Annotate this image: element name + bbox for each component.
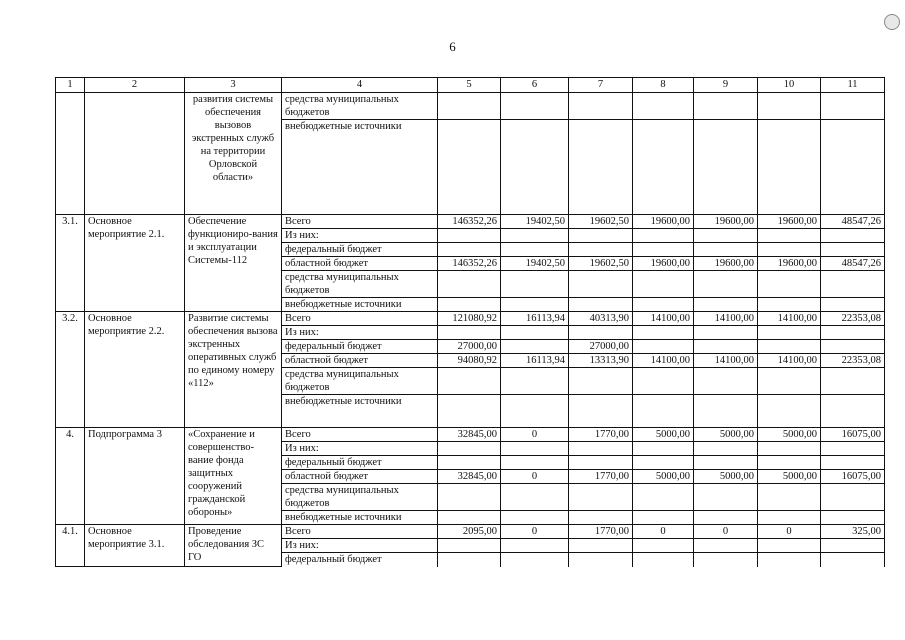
amount-y2021 (633, 271, 694, 298)
col-header-4: 4 (282, 78, 438, 93)
amount-total: 2095,00 (438, 525, 501, 539)
item-type: Основное мероприятие 2.2. (85, 312, 185, 428)
amount-y2024 (821, 229, 885, 243)
amount-y2019: 16113,94 (501, 312, 569, 326)
amount-y2022 (694, 271, 758, 298)
amount-y2023 (758, 229, 821, 243)
item-number: 4. (56, 428, 85, 525)
funding-source: внебюджетные источники (282, 395, 438, 428)
funding-source: средства муниципальных бюджетов (282, 93, 438, 120)
amount-y2019 (501, 553, 569, 567)
amount-total: 146352,26 (438, 257, 501, 271)
amount-total (438, 243, 501, 257)
amount-y2024: 48547,26 (821, 257, 885, 271)
item-number: 4.1. (56, 525, 85, 567)
amount-y2021: 19600,00 (633, 257, 694, 271)
amount-y2022: 5000,00 (694, 428, 758, 442)
col-header-1: 1 (56, 78, 85, 93)
amount-total (438, 298, 501, 312)
amount-y2020: 1770,00 (569, 428, 633, 442)
amount-y2023 (758, 484, 821, 511)
amount-y2023 (758, 442, 821, 456)
funding-source: средства муниципальных бюджетов (282, 271, 438, 298)
amount-y2024 (821, 442, 885, 456)
col-header-2: 2 (85, 78, 185, 93)
amount-y2022 (694, 553, 758, 567)
amount-y2021 (633, 484, 694, 511)
amount-y2020 (569, 271, 633, 298)
amount-y2021 (633, 539, 694, 553)
amount-y2021 (633, 229, 694, 243)
col-header-6: 6 (501, 78, 569, 93)
amount-y2023 (758, 340, 821, 354)
funding-source: Из них: (282, 326, 438, 340)
amount-y2022 (694, 93, 758, 120)
amount-y2022: 14100,00 (694, 312, 758, 326)
amount-y2021 (633, 326, 694, 340)
amount-y2023 (758, 326, 821, 340)
amount-y2021 (633, 511, 694, 525)
item-name: Проведение обследования ЗС ГО (185, 525, 282, 567)
funding-source: средства муниципальных бюджетов (282, 368, 438, 395)
amount-y2021 (633, 456, 694, 470)
amount-y2023 (758, 243, 821, 257)
amount-y2022 (694, 243, 758, 257)
amount-total (438, 442, 501, 456)
amount-y2021: 14100,00 (633, 312, 694, 326)
amount-y2019 (501, 511, 569, 525)
amount-y2021 (633, 368, 694, 395)
amount-y2020 (569, 326, 633, 340)
funding-source: областной бюджет (282, 257, 438, 271)
amount-y2022: 19600,00 (694, 215, 758, 229)
amount-y2022 (694, 340, 758, 354)
amount-y2022 (694, 229, 758, 243)
amount-y2022 (694, 326, 758, 340)
budget-table (55, 77, 885, 567)
amount-y2020: 13313,90 (569, 354, 633, 368)
amount-y2020 (569, 120, 633, 215)
amount-total (438, 553, 501, 567)
amount-y2021: 0 (633, 525, 694, 539)
funding-source: Из них: (282, 229, 438, 243)
amount-y2022: 14100,00 (694, 354, 758, 368)
amount-y2024 (821, 553, 885, 567)
amount-y2019: 0 (501, 470, 569, 484)
amount-total (438, 271, 501, 298)
amount-total (438, 484, 501, 511)
item-number: 3.2. (56, 312, 85, 428)
amount-y2023 (758, 120, 821, 215)
amount-y2024: 48547,26 (821, 215, 885, 229)
amount-y2024: 16075,00 (821, 428, 885, 442)
funding-source: Из них: (282, 539, 438, 553)
amount-y2024 (821, 395, 885, 428)
amount-y2024: 16075,00 (821, 470, 885, 484)
amount-y2019 (501, 298, 569, 312)
amount-y2019 (501, 229, 569, 243)
amount-y2024 (821, 456, 885, 470)
amount-y2019: 0 (501, 525, 569, 539)
table-row (56, 525, 885, 539)
amount-y2020 (569, 442, 633, 456)
amount-y2023 (758, 395, 821, 428)
amount-y2020: 40313,90 (569, 312, 633, 326)
amount-y2023: 5000,00 (758, 428, 821, 442)
amount-y2020: 19602,50 (569, 257, 633, 271)
amount-y2020 (569, 484, 633, 511)
amount-y2019 (501, 326, 569, 340)
table-row (56, 93, 885, 120)
amount-total (438, 326, 501, 340)
amount-total (438, 395, 501, 428)
amount-y2019 (501, 484, 569, 511)
amount-y2020 (569, 298, 633, 312)
amount-y2024 (821, 484, 885, 511)
amount-y2020 (569, 539, 633, 553)
page-number: 6 (449, 39, 456, 54)
amount-y2020 (569, 368, 633, 395)
amount-y2020 (569, 93, 633, 120)
amount-y2022: 19600,00 (694, 257, 758, 271)
table-row (56, 312, 885, 326)
funding-source: Всего (282, 312, 438, 326)
amount-y2022: 5000,00 (694, 470, 758, 484)
col-header-5: 5 (438, 78, 501, 93)
funding-source: федеральный бюджет (282, 340, 438, 354)
amount-y2024: 22353,08 (821, 354, 885, 368)
amount-y2019 (501, 120, 569, 215)
funding-source: внебюджетные источники (282, 298, 438, 312)
amount-y2024: 22353,08 (821, 312, 885, 326)
amount-y2023: 19600,00 (758, 215, 821, 229)
amount-y2021: 19600,00 (633, 215, 694, 229)
amount-y2023 (758, 456, 821, 470)
funding-source: Всего (282, 215, 438, 229)
funding-source: Всего (282, 525, 438, 539)
amount-y2021 (633, 340, 694, 354)
item-number: 3.1. (56, 215, 85, 312)
amount-y2021 (633, 298, 694, 312)
amount-y2021 (633, 120, 694, 215)
amount-total (438, 229, 501, 243)
amount-total (438, 368, 501, 395)
amount-y2019: 19402,50 (501, 215, 569, 229)
amount-y2024 (821, 120, 885, 215)
amount-y2023 (758, 93, 821, 120)
funding-source: средства муниципальных бюджетов (282, 484, 438, 511)
funding-source: федеральный бюджет (282, 456, 438, 470)
amount-y2024 (821, 93, 885, 120)
amount-y2022 (694, 298, 758, 312)
amount-y2022 (694, 456, 758, 470)
amount-y2019 (501, 539, 569, 553)
item-name: Обеспечение функциониро-вания и эксплуатации Системы-112 (185, 215, 282, 312)
amount-total (438, 120, 501, 215)
amount-y2019: 0 (501, 428, 569, 442)
col-header-10: 10 (758, 78, 821, 93)
amount-y2023 (758, 298, 821, 312)
amount-y2020 (569, 395, 633, 428)
item-type: Подпрограмма 3 (85, 428, 185, 525)
amount-y2020: 19602,50 (569, 215, 633, 229)
amount-y2020 (569, 511, 633, 525)
amount-y2023: 0 (758, 525, 821, 539)
item-type: Основное мероприятие 2.1. (85, 215, 185, 312)
amount-y2021 (633, 442, 694, 456)
amount-y2021 (633, 395, 694, 428)
amount-total (438, 456, 501, 470)
item-name: «Сохранение и совершенство-вание фонда защитных сооружений гражданской обороны» (185, 428, 282, 525)
funding-source: областной бюджет (282, 470, 438, 484)
amount-y2024 (821, 368, 885, 395)
amount-total: 27000,00 (438, 340, 501, 354)
amount-y2019 (501, 442, 569, 456)
scan-edge-mark (884, 14, 900, 30)
item-type (85, 93, 185, 215)
amount-y2020 (569, 456, 633, 470)
amount-y2022 (694, 511, 758, 525)
amount-y2023 (758, 553, 821, 567)
amount-y2019 (501, 395, 569, 428)
amount-y2024 (821, 326, 885, 340)
funding-source: Всего (282, 428, 438, 442)
item-name: развития системы обеспечения вызовов экстренных служб на территории Орловской области» (185, 93, 282, 215)
funding-source: внебюджетные источники (282, 120, 438, 215)
col-header-9: 9 (694, 78, 758, 93)
amount-y2022: 0 (694, 525, 758, 539)
amount-total (438, 511, 501, 525)
amount-y2023: 5000,00 (758, 470, 821, 484)
amount-y2019 (501, 93, 569, 120)
amount-y2021 (633, 93, 694, 120)
amount-y2020: 1770,00 (569, 470, 633, 484)
col-header-8: 8 (633, 78, 694, 93)
amount-y2021: 5000,00 (633, 470, 694, 484)
amount-y2019 (501, 271, 569, 298)
funding-source: внебюджетные источники (282, 511, 438, 525)
amount-y2024 (821, 298, 885, 312)
amount-y2019 (501, 243, 569, 257)
amount-total: 32845,00 (438, 470, 501, 484)
item-number (56, 93, 85, 215)
amount-y2022 (694, 484, 758, 511)
amount-y2019 (501, 456, 569, 470)
item-name: Развитие системы обеспечения вызова экстренных оперативных служб по единому номеру «112» (185, 312, 282, 428)
amount-y2023: 14100,00 (758, 312, 821, 326)
amount-y2022 (694, 395, 758, 428)
table-row (56, 428, 885, 442)
amount-y2023: 14100,00 (758, 354, 821, 368)
amount-y2022 (694, 368, 758, 395)
amount-y2024 (821, 539, 885, 553)
amount-total (438, 539, 501, 553)
amount-total (438, 93, 501, 120)
funding-source: федеральный бюджет (282, 243, 438, 257)
col-header-7: 7 (569, 78, 633, 93)
amount-y2023 (758, 511, 821, 525)
amount-y2024 (821, 243, 885, 257)
amount-total: 121080,92 (438, 312, 501, 326)
col-header-11: 11 (821, 78, 885, 93)
col-header-3: 3 (185, 78, 282, 93)
amount-y2022 (694, 442, 758, 456)
amount-y2019: 16113,94 (501, 354, 569, 368)
amount-y2024 (821, 340, 885, 354)
amount-y2023 (758, 539, 821, 553)
amount-y2020 (569, 553, 633, 567)
funding-source: Из них: (282, 442, 438, 456)
amount-y2022 (694, 120, 758, 215)
amount-y2019 (501, 368, 569, 395)
header-row (56, 78, 885, 93)
amount-y2023 (758, 368, 821, 395)
amount-y2020 (569, 229, 633, 243)
table-body (56, 93, 885, 567)
amount-y2019 (501, 340, 569, 354)
amount-y2024 (821, 511, 885, 525)
amount-y2019: 19402,50 (501, 257, 569, 271)
amount-y2021: 5000,00 (633, 428, 694, 442)
amount-y2020: 1770,00 (569, 525, 633, 539)
amount-y2024: 325,00 (821, 525, 885, 539)
amount-y2023 (758, 271, 821, 298)
amount-y2023: 19600,00 (758, 257, 821, 271)
amount-y2024 (821, 271, 885, 298)
item-type: Основное мероприятие 3.1. (85, 525, 185, 567)
amount-y2020: 27000,00 (569, 340, 633, 354)
amount-y2022 (694, 539, 758, 553)
amount-y2020 (569, 243, 633, 257)
amount-total: 94080,92 (438, 354, 501, 368)
funding-source: федеральный бюджет (282, 553, 438, 567)
amount-y2021 (633, 553, 694, 567)
funding-source: областной бюджет (282, 354, 438, 368)
amount-y2021 (633, 243, 694, 257)
table-row (56, 215, 885, 229)
amount-total: 146352,26 (438, 215, 501, 229)
amount-total: 32845,00 (438, 428, 501, 442)
amount-y2021: 14100,00 (633, 354, 694, 368)
